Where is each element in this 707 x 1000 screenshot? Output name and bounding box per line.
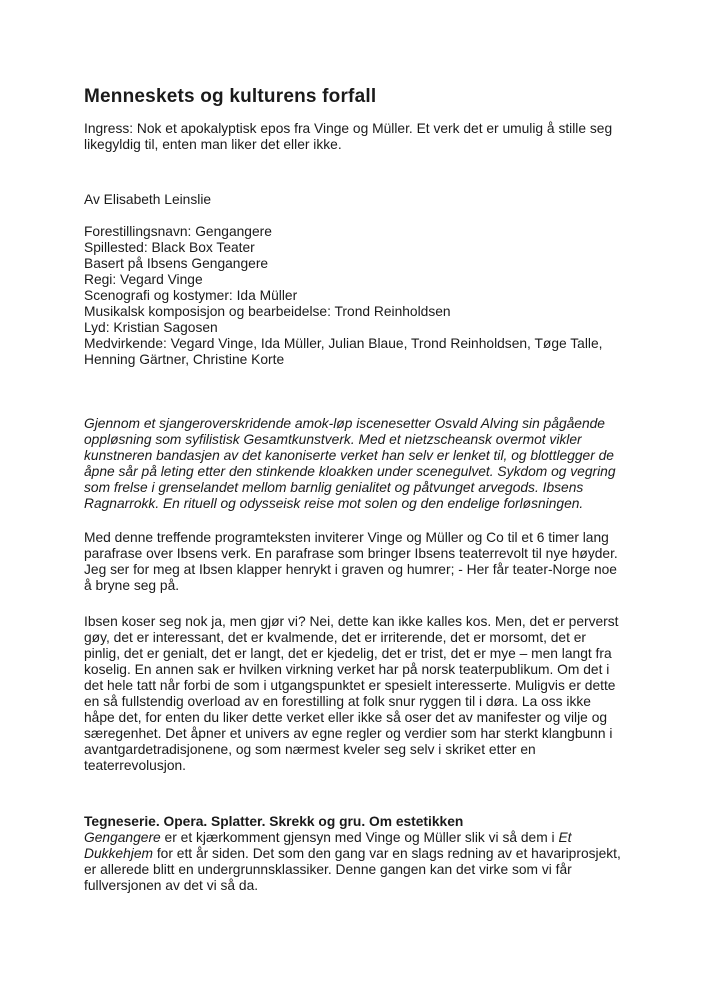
work-title-gengangere: Gengangere [84, 830, 161, 845]
credit-line-production-name: Forestillingsnavn: Gengangere [84, 224, 272, 239]
credit-line-based-on: Basert på Ibsens Gengangere [84, 256, 269, 271]
text-segment: er et kjærkomment gjensyn med Vinge og Müller slik vi så dem i [160, 830, 559, 845]
paragraph-program: Med denne treffende programteksten inviterer Vinge og Müller og Co til et 6 timer lang parafrase over Ibsens verk. En parafrase som bringer Ibsens teaterrevolt til nye høyder. Jeg ser for meg at Ibsen klapper henrykt i graven og humrer; - Her får teater-Norge noe å bryne seg på. [84, 530, 618, 593]
section-heading-estetikken: Tegneserie. Opera. Splatter. Skrekk og gru. Om estetikken [84, 814, 464, 829]
paragraph-estetikk [84, 830, 621, 894]
text-segment: for ett år siden. Det som den gang var en slags redning av et havariprosjekt, er allerede blitt en undergrunnsklassiker. Denne gangen kan det virke som vi får fullversjonen av det vi så da. [84, 846, 621, 893]
byline: Av Elisabeth Leinslie [84, 192, 212, 207]
credits-block [84, 224, 621, 368]
credit-line-cast: Medvirkende: Vegard Vinge, Ida Müller, Julian Blaue, Trond Reinholdsen, Tøge Talle, Henning Gärtner, Christine Korte [84, 336, 603, 367]
page-title: Menneskets og kulturens forfall [84, 86, 377, 107]
credit-line-music: Musikalsk komposisjon og bearbeidelse: Trond Reinholdsen [84, 304, 451, 319]
credit-line-sound: Lyd: Kristian Sagosen [84, 320, 218, 335]
credit-line-venue: Spillested: Black Box Teater [84, 240, 255, 255]
work-title-et-dukkehjem: Et Dukkehjem [84, 830, 572, 861]
credit-line-scenography: Scenografi og kostymer: Ida Müller [84, 288, 298, 303]
lead-paragraph-italic: Gjennom et sjangeroverskridende amok-løp iscenesetter Osvald Alving sin pågående oppløsning som syfilistisk Gesamtkunstverk. Med et nietzscheansk overmot vikler kunstneren bandasjen av det kanoniserte verket han selv er lenket til, og blottlegger de åpne sår på leting etter den stinkende kloakken under scenegulvet. Sykdom og vegring som frelse i grenselandet mellom barnlig genialitet og påtvunget arvegods. Ibsens Ragnarrokk. En rituell og odysseisk reise mot solen og den endelige forløsningen. [84, 416, 616, 511]
paragraph-ibsen-koser: Ibsen koser seg nok ja, men gjør vi? Nei, dette kan ikke kalles kos. Men, det er perverst gøy, det er interessant, det er kvalmende, det er irriterende, det er morsomt, det er pinlig, det er genialt, det er langt, det er kjedelig, det er trist, det er mye – men langt fra koselig. En annen sak er hvilken virkning verket har på norsk teaterpublikum. Om det i det hele tatt når forbi de som i utgangspunktet er spesielt interesserte. Muligvis er dette en så fullstendig overload av en forestilling at folk snur ryggen til i døra. La oss ikke håpe det, for enten du liker dette verket eller ikke så oser det av manifester og vilje og særegenhet. Det åpner et univers av egne regler og verdier som har sterkt klangbunn i avantgardetradisjonene, og som nærmest kveler seg selv i skriket etter en teaterrevolusjon. [84, 614, 619, 773]
credit-line-director: Regi: Vegard Vinge [84, 272, 203, 287]
ingress-paragraph: Ingress: Nok et apokalyptisk epos fra Vinge og Müller. Et verk det er umulig å stille seg likegyldig til, enten man liker det eller ikke. [84, 121, 613, 152]
